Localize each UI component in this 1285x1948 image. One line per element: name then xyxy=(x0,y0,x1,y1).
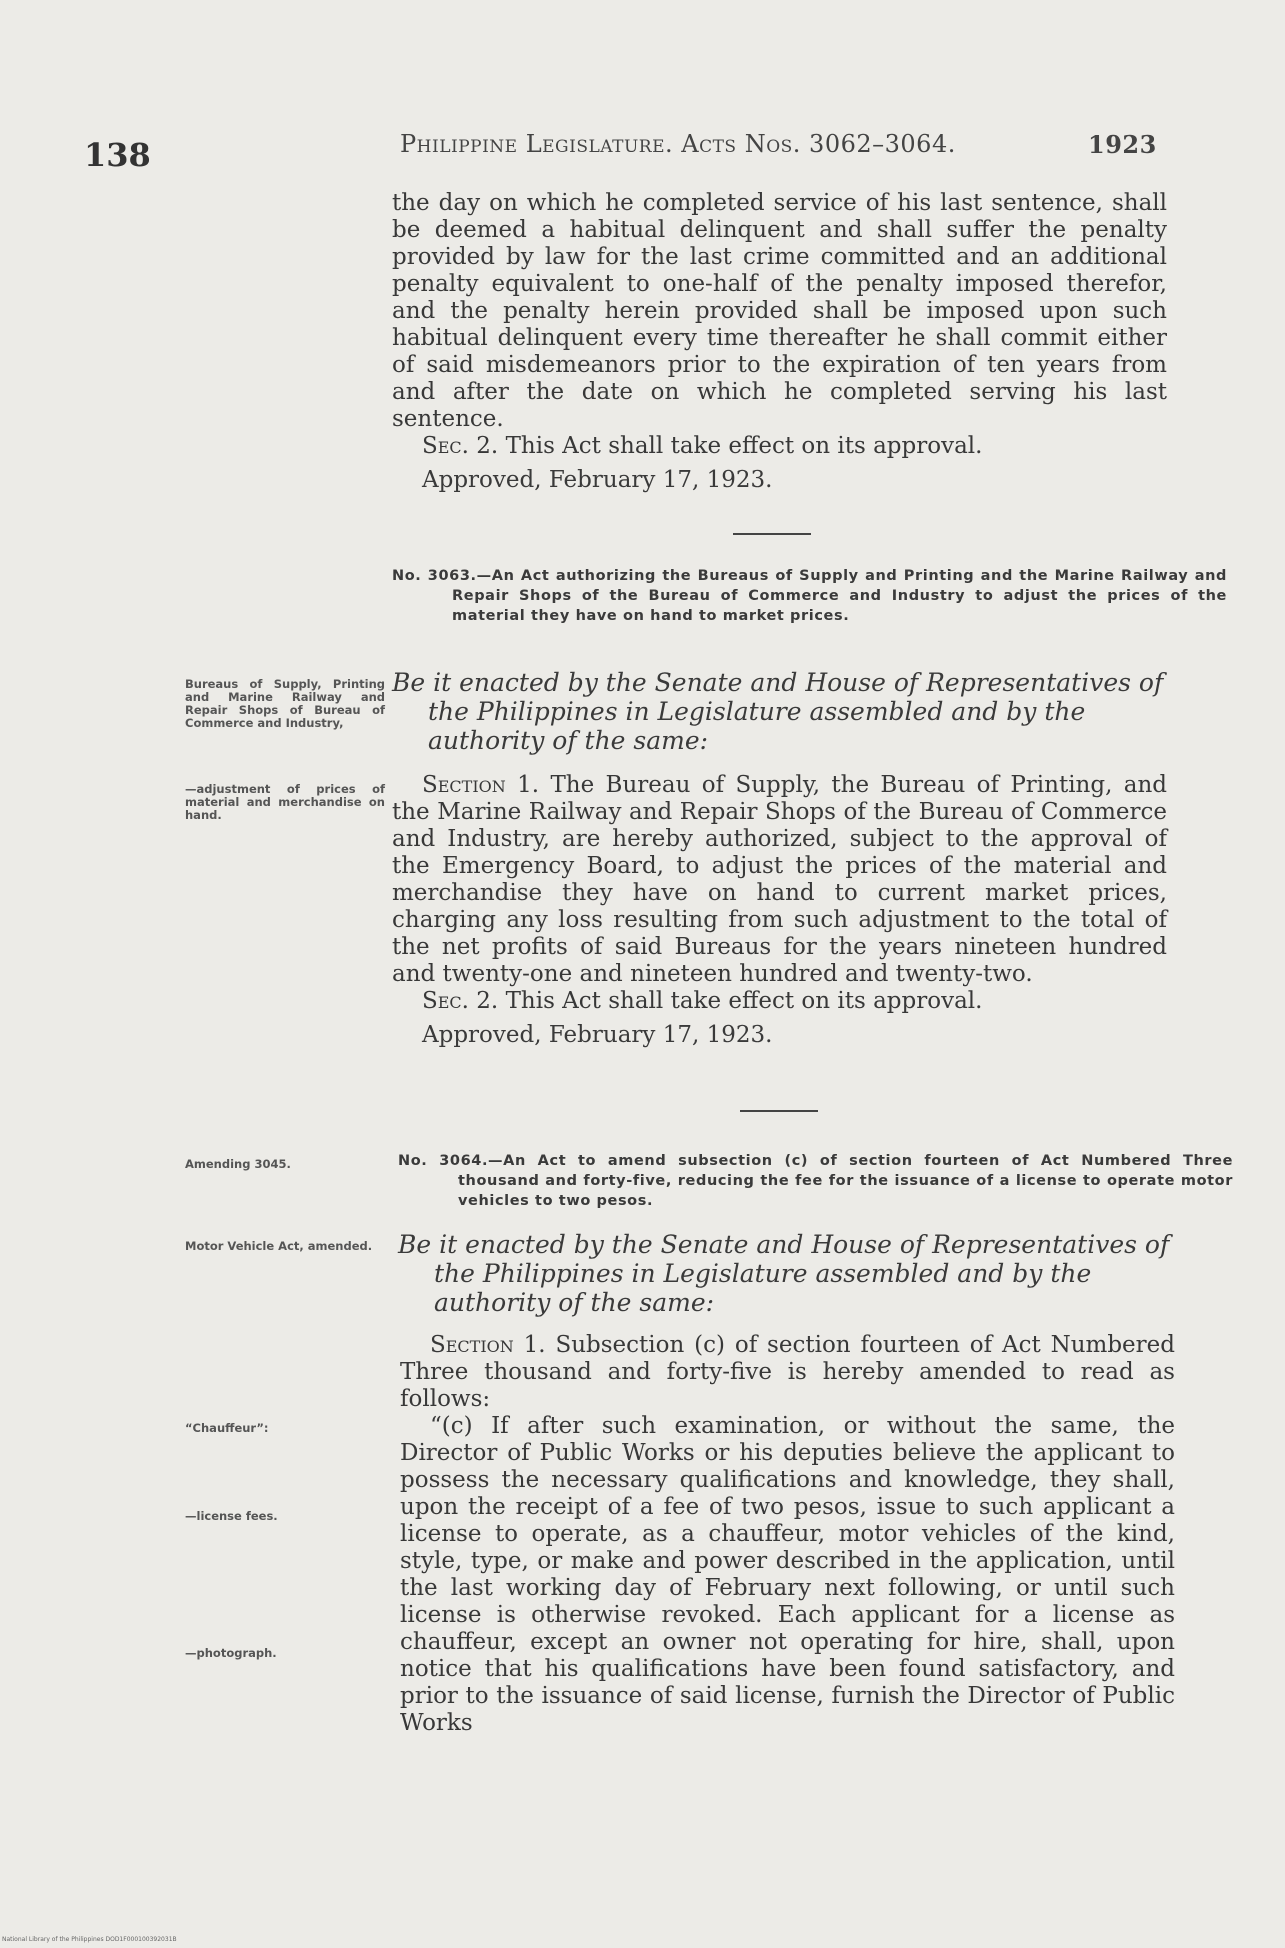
margin-note-price-adjustment: —adjustment of prices of material and merchandise on hand. xyxy=(185,782,385,822)
scan-credit: National Library of the Philippines DOD1F000100392031B xyxy=(2,1936,177,1943)
act-3062-tail xyxy=(392,190,1167,494)
margin-note-photograph: —photograph. xyxy=(185,1646,277,1660)
act-3062-continuation: the day on which he completed service of his last sentence, shall be deemed a habitual delinquent and shall suffer the penalty provided by law for the last crime committed and an additional penalty equivalent to one-half of the penalty imposed therefor, and the penalty herein provided shall be imposed upon such habitual delinquent every time thereafter he shall commit either of said misdemeanors prior to the expiration of ten years from and after the date on which he completed serving his last sentence. xyxy=(392,190,1167,432)
running-year: 1923 xyxy=(1088,130,1157,159)
section-label: Sec. 2. xyxy=(422,433,499,459)
page-number: 138 xyxy=(84,136,151,174)
section-label: Sec. 2. xyxy=(422,988,499,1014)
act-3064-enacting-clause: Be it enacted by the Senate and House of Representatives of the Philippines in Legislature assembled and by the authority of the same: xyxy=(398,1230,1170,1317)
act-3063-section-2 xyxy=(392,988,1167,1015)
act-3064-quoted-subsection: “(c) If after such examination, or without the same, the Director of Public Works or his deputies believe the applicant to possess the necessary qualifications and knowledge, they shall, upon the receipt of a fee of two pesos, issue to such applicant a license to operate, as a chauffeur, motor vehicles of the kind, style, type, or make and power described in the application, until the last working day of February next following, or until such license is otherwise revoked. Each applicant for a license as chauffeur, except an owner not operating for hire, shall, upon notice that his qualifications have been found satisfactory, and prior to the issuance of said license, furnish the Director of Public Works xyxy=(400,1413,1175,1736)
section-divider xyxy=(740,1110,818,1112)
act-3064-section-1 xyxy=(400,1332,1175,1413)
margin-note-chauffeur: “Chauffeur”: xyxy=(185,1421,269,1435)
act-3064-heading: No. 3064.—An Act to amend subsection (c) of section fourteen of Act Numbered Three thousand and forty-five, reducing the fee for the issuance of a license to operate motor vehicles to two pesos. xyxy=(398,1153,1233,1209)
section-text: Subsection (c) of section fourteen of Act Numbered Three thousand and forty-five is hereby amended to read as follows: xyxy=(400,1332,1175,1412)
act-3062-section-2 xyxy=(392,433,1167,460)
margin-note-license-fees: —license fees. xyxy=(185,1509,278,1523)
running-title: Philippine Legislature. Acts Nos. 3062–3064. xyxy=(400,130,956,158)
margin-note-amending: Amending 3045. xyxy=(185,1157,291,1171)
section-text: The Bureau of Supply, the Bureau of Printing, and the Marine Railway and Repair Shops of the Bureau of Commerce and Industry, are hereby authorized, subject to the approval of the Emergency Board, to adjust the prices of the material and merchandise they have on hand to current market prices, charging any loss resulting from such adjustment to the total of the net profits of said Bureaus for the years nineteen hundred and twenty-one and nineteen hundred and twenty-two. xyxy=(392,772,1168,987)
act-3063-enacting-clause: Be it enacted by the Senate and House of Representatives of the Philippines in Legislature assembled and by the authority of the same: xyxy=(392,668,1164,755)
running-header xyxy=(400,130,1157,159)
act-3063-body xyxy=(392,772,1167,1049)
section-text: This Act shall take effect on its approval. xyxy=(505,988,983,1014)
section-label: Section 1. xyxy=(430,1332,546,1358)
section-label: Section 1. xyxy=(422,772,540,798)
section-text: This Act shall take effect on its approval. xyxy=(505,433,983,459)
margin-note-motor-vehicle: Motor Vehicle Act, amended. xyxy=(185,1239,373,1253)
margin-note-bureaus: Bureaus of Supply, Printing and Marine Railway and Repair Shops of Bureau of Commerce and Industry, xyxy=(185,677,385,730)
act-3063-section-1 xyxy=(392,772,1167,988)
act-3063-approved: Approved, February 17, 1923. xyxy=(422,1022,773,1048)
section-divider xyxy=(733,533,811,535)
act-3064-body xyxy=(400,1332,1175,1737)
act-3062-approved: Approved, February 17, 1923. xyxy=(422,467,773,493)
act-3063-heading: No. 3063.—An Act authorizing the Bureaus of Supply and Printing and the Marine Railway and Repair Shops of the Bureau of Commerce and Industry to adjust the prices of the material they have on hand to market prices. xyxy=(392,568,1227,624)
